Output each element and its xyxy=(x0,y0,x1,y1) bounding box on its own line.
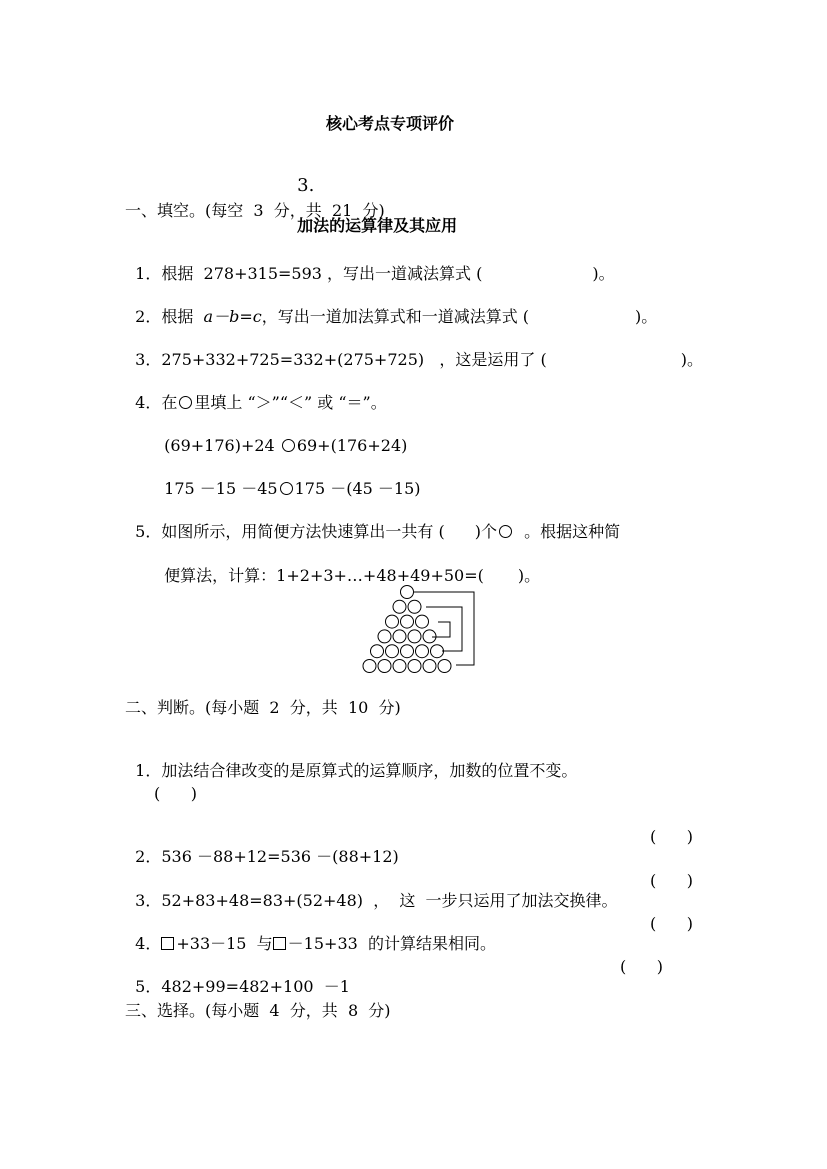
s2-q2 xyxy=(125,827,399,867)
s1-q5-text-b: )个 xyxy=(474,522,497,541)
s1-q5-text-c: 。根据这种简 xyxy=(513,522,621,541)
figure-circles xyxy=(363,586,451,673)
subtitle-text: 加法的运算律及其应用 xyxy=(297,216,458,235)
s1-q1-text: 根据 278+315=593 ，写出一道减法算式 ( xyxy=(161,264,483,283)
s1-q4-line2 xyxy=(154,459,421,499)
s1-q3 xyxy=(125,330,703,370)
figure-circle xyxy=(393,600,406,613)
figure-circle xyxy=(363,660,376,673)
s1-q5-number: 5． xyxy=(135,522,162,541)
bracket-middle xyxy=(426,607,462,651)
s2-q3-text: 52+83+48=83+(52+48) ， 这 一步只运用了加法交换律。 xyxy=(161,891,618,910)
circle-icon xyxy=(179,396,192,409)
figure-circle xyxy=(393,630,406,643)
figure-circle xyxy=(371,645,384,658)
s2-q3 xyxy=(125,871,618,911)
s2-q1 xyxy=(125,741,577,781)
s1-q3-text: 275+332+725=332+(275+725) ，这是运用了 ( xyxy=(161,350,547,369)
s1-q2-expr: a－b=c xyxy=(203,307,262,326)
s1-q4-line1-right: 69+(176+24) xyxy=(296,436,408,455)
s1-q1-close: )。 xyxy=(592,264,615,283)
s1-q4-line1-left: (69+176)+24 xyxy=(164,436,280,455)
s2-q1-text: 加法结合律改变的是原算式的运算顺序，加数的位置不变。 xyxy=(161,761,578,780)
section2-heading: 二、判断。(每小题 2 分，共 10 分) xyxy=(125,698,401,717)
s1-q4-line1 xyxy=(154,416,407,456)
figure-circle xyxy=(393,660,406,673)
s1-q5-line2-text: 便算法，计算：1+2+3+…+48+49+50=( xyxy=(164,566,484,585)
figure-circle xyxy=(386,645,399,658)
square-icon xyxy=(161,937,174,950)
s2-q4-text-a: +33－15 与 xyxy=(176,934,273,953)
s1-q4-pre: 在 xyxy=(161,393,178,412)
s2-q2-number: 2． xyxy=(135,847,162,866)
s1-q4-line2-right: 175 －(45 －15) xyxy=(294,479,421,498)
figure-circle xyxy=(423,630,436,643)
section3-heading: 三、选择。(每小题 4 分，共 8 分) xyxy=(125,1001,391,1020)
s2-q3-answer-paren[interactable]: ( ) xyxy=(650,871,693,890)
s1-q3-close: )。 xyxy=(680,350,703,369)
s2-q5 xyxy=(125,957,350,997)
s2-q3-number: 3． xyxy=(135,891,162,910)
section1-heading: 一、填空。(每空 3 分，共 21 分) xyxy=(125,201,385,220)
figure-circle xyxy=(378,630,391,643)
s1-q5-line2 xyxy=(154,546,540,586)
s1-q2 xyxy=(125,287,657,327)
s1-q2-text: ，写出一道加法算式和一道减法算式 ( xyxy=(261,307,530,326)
s2-q5-answer-paren[interactable]: ( ) xyxy=(620,957,663,976)
bracket-inner xyxy=(432,622,450,637)
s2-q1-number: 1． xyxy=(135,761,162,780)
figure-circle xyxy=(431,645,444,658)
figure-circle xyxy=(408,660,421,673)
s1-q4-number: 4． xyxy=(135,393,162,412)
s2-q4-text-b: －15+33 的计算结果相同。 xyxy=(287,934,496,953)
compare-circle-1[interactable] xyxy=(282,439,295,452)
compare-circle-2[interactable] xyxy=(280,482,293,495)
figure-circle xyxy=(401,615,414,628)
s1-q2-number: 2． xyxy=(135,307,162,326)
s2-q5-text: 482+99=482+100 －1 xyxy=(161,977,350,996)
figure-circle xyxy=(438,660,451,673)
figure-circle xyxy=(416,645,429,658)
figure-circle xyxy=(401,645,414,658)
circle-icon xyxy=(499,525,512,538)
figure-circle xyxy=(408,630,421,643)
s2-q2-text: 536 －88+12=536 －(88+12) xyxy=(161,847,399,866)
s2-q1-answer-paren[interactable]: ( ) xyxy=(154,784,197,803)
s1-q1-number: 1． xyxy=(135,264,162,283)
figure-circle xyxy=(386,615,399,628)
figure-circle xyxy=(423,660,436,673)
s2-q5-number: 5． xyxy=(135,977,162,996)
s1-q4-line2-left: 175 －15 －45 xyxy=(164,479,278,498)
figure-circle xyxy=(408,600,421,613)
s1-q1 xyxy=(125,244,615,284)
s1-q2-close: )。 xyxy=(635,307,658,326)
s1-q4-text: 里填上 “＞”“＜” 或 “＝”。 xyxy=(194,393,387,412)
s2-q2-answer-paren[interactable]: ( ) xyxy=(650,827,693,846)
s1-q5-text-a: 如图所示，用简便方法快速算出一共有 ( xyxy=(161,522,445,541)
s1-q3-number: 3． xyxy=(135,350,162,369)
s2-q4 xyxy=(125,914,496,954)
figure-circle xyxy=(416,615,429,628)
s1-q5 xyxy=(125,502,620,542)
figure-circle xyxy=(378,660,391,673)
s2-q4-answer-paren[interactable]: ( ) xyxy=(650,914,693,933)
s1-q4 xyxy=(125,373,387,413)
s1-q2-pre: 根据 xyxy=(161,307,204,326)
circle-triangle-figure xyxy=(362,584,482,676)
s1-q5-line2-close: )。 xyxy=(517,566,541,585)
square-icon xyxy=(273,937,286,950)
s2-q4-number: 4． xyxy=(135,934,162,953)
figure-circle xyxy=(401,586,414,599)
subtitle-number: 3. xyxy=(297,175,315,196)
page-subtitle xyxy=(286,156,457,236)
page-title: 核心考点专项评价 xyxy=(326,114,455,133)
